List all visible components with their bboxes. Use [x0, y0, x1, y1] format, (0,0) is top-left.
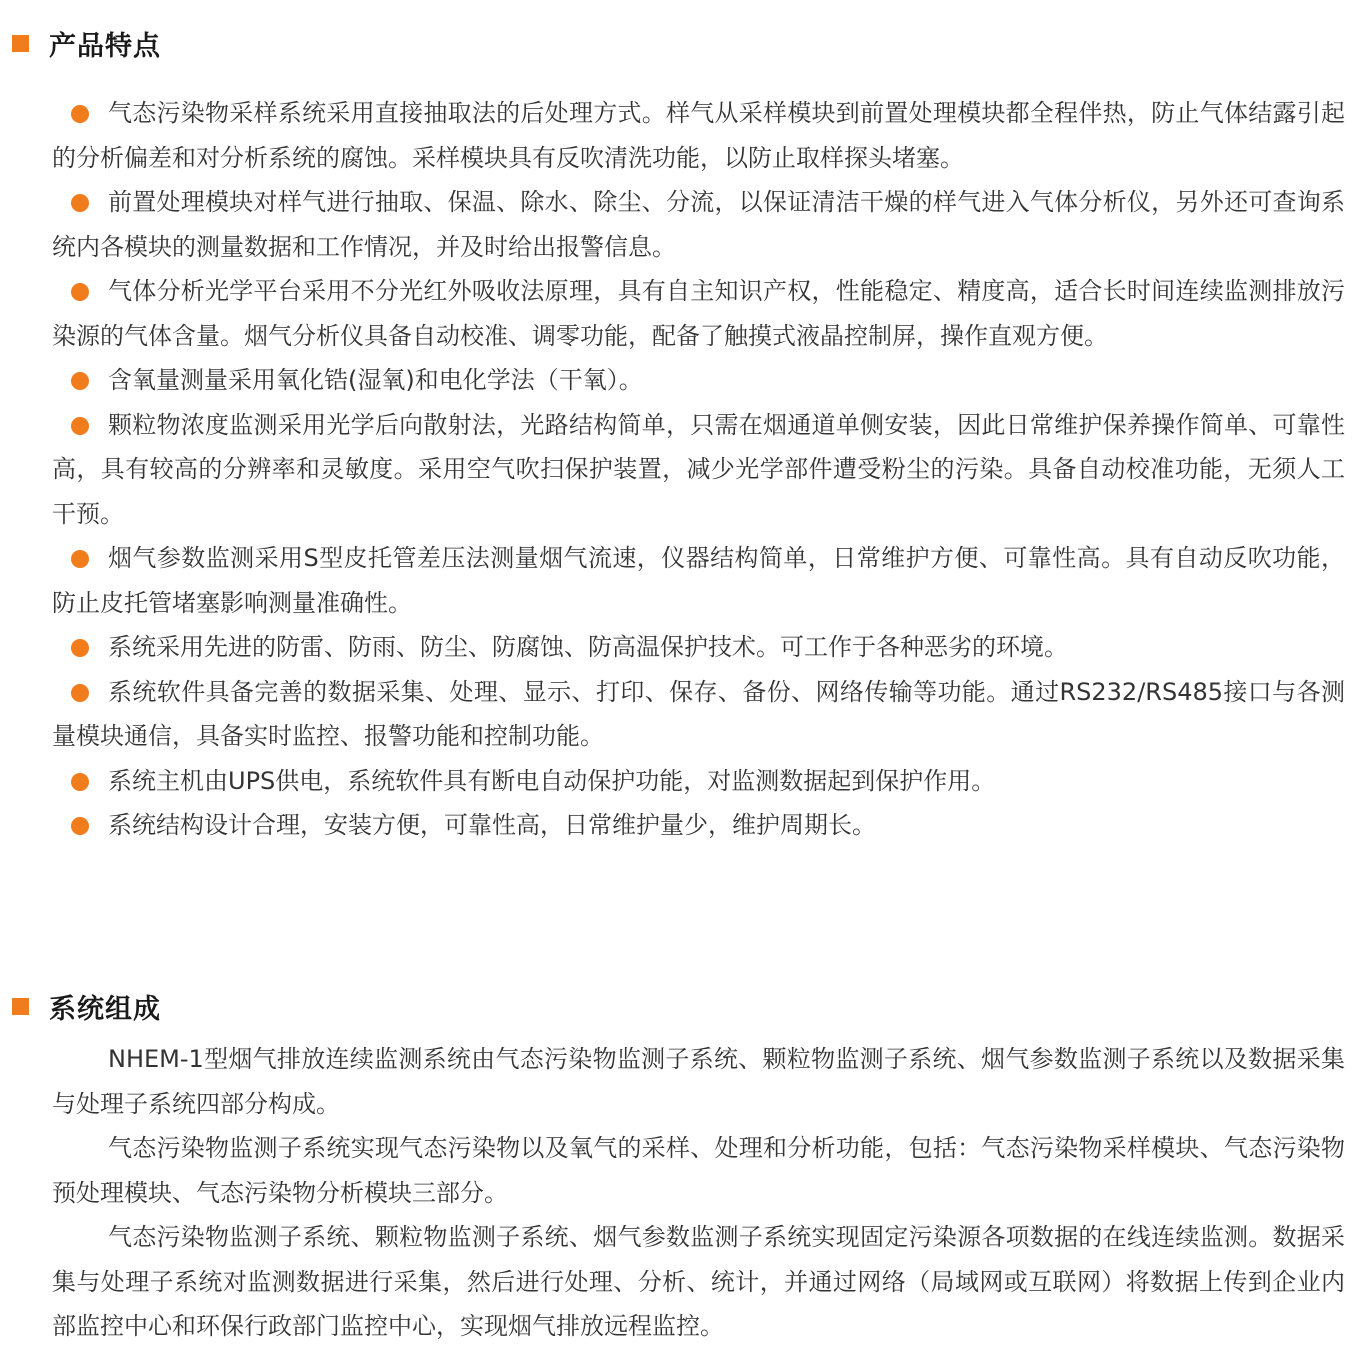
feature-text: 系统采用先进的防雷、防雨、防尘、防腐蚀、防高温保护技术。可工作于各种恶劣的环境。	[108, 633, 1068, 661]
bullet-dot-icon	[71, 417, 89, 435]
bullet-dot-icon	[71, 105, 89, 123]
feature-item	[52, 358, 1345, 403]
section-title-composition: 系统组成	[49, 993, 161, 1025]
features-list	[52, 91, 1345, 848]
bullet-dot-icon	[71, 817, 89, 835]
bullet-dot-icon	[71, 194, 89, 212]
feature-item	[52, 269, 1345, 358]
section-title-features: 产品特点	[49, 30, 161, 62]
feature-text: 系统软件具备完善的数据采集、处理、显示、打印、保存、备份、网络传输等功能。通过RS232/RS485接口与各测量模块通信，具备实时监控、报警功能和控制功能。	[52, 677, 1345, 750]
feature-text: 气体分析光学平台采用不分光红外吸收法原理，具有自主知识产权，性能稳定、精度高，适合长时间连续监测排放污染源的气体含量。烟气分析仪具备自动校准、调零功能，配备了触摸式液晶控制屏，操作直观方便。	[52, 277, 1345, 350]
section-header-features	[12, 23, 161, 63]
feature-item	[52, 180, 1345, 269]
section-header-composition	[12, 986, 161, 1026]
bullet-dot-icon	[71, 639, 89, 657]
feature-text: 烟气参数监测采用S型皮托管差压法测量烟气流速，仪器结构简单，日常维护方便、可靠性高。具有自动反吹功能，防止皮托管堵塞影响测量准确性。	[52, 544, 1345, 617]
feature-item	[52, 536, 1345, 625]
feature-text: 含氧量测量采用氧化锆(湿氧)和电化学法（干氧）。	[108, 366, 643, 394]
section-marker-icon	[12, 998, 29, 1015]
bullet-dot-icon	[71, 684, 89, 702]
feature-text: 气态污染物采样系统采用直接抽取法的后处理方式。样气从采样模块到前置处理模块都全程伴热，防止气体结露引起的分析偏差和对分析系统的腐蚀。采样模块具有反吹清洗功能，以防止取样探头堵塞。	[52, 99, 1345, 172]
bullet-dot-icon	[71, 372, 89, 390]
composition-paragraph: 气态污染物监测子系统、颗粒物监测子系统、烟气参数监测子系统实现固定污染源各项数据的在线连续监测。数据采集与处理子系统对监测数据进行采集，然后进行处理、分析、统计，并通过网络（局域网或互联网）将数据上传到企业内部监控中心和环保行政部门监控中心，实现烟气排放远程监控。	[52, 1223, 1345, 1340]
section-marker-icon	[12, 35, 29, 52]
feature-text: 系统主机由UPS供电，系统软件具有断电自动保护功能，对监测数据起到保护作用。	[108, 766, 996, 795]
composition-body	[52, 1037, 1345, 1349]
composition-paragraph: 气态污染物监测子系统实现气态污染物以及氧气的采样、处理和分析功能，包括：气态污染物采样模块、气态污染物预处理模块、气态污染物分析模块三部分。	[52, 1134, 1345, 1207]
composition-paragraph: NHEM-1型烟气排放连续监测系统由气态污染物监测子系统、颗粒物监测子系统、烟气参数监测子系统以及数据采集与处理子系统四部分构成。	[52, 1045, 1345, 1118]
feature-text: 系统结构设计合理，安装方便，可靠性高，日常维护量少，维护周期长。	[108, 811, 876, 839]
feature-item	[52, 403, 1345, 537]
feature-item	[52, 803, 1345, 848]
feature-item	[52, 625, 1345, 670]
bullet-dot-icon	[71, 773, 89, 791]
bullet-dot-icon	[71, 550, 89, 568]
feature-text: 颗粒物浓度监测采用光学后向散射法，光路结构简单，只需在烟通道单侧安装，因此日常维护保养操作简单、可靠性高，具有较高的分辨率和灵敏度。采用空气吹扫保护装置，减少光学部件遭受粉尘的污染。具备自动校准功能，无须人工干预。	[52, 410, 1345, 528]
feature-item	[52, 91, 1345, 180]
bullet-dot-icon	[71, 283, 89, 301]
feature-text: 前置处理模块对样气进行抽取、保温、除水、除尘、分流，以保证清洁干燥的样气进入气体分析仪，另外还可查询系统内各模块的测量数据和工作情况，并及时给出报警信息。	[52, 188, 1345, 261]
feature-item	[52, 670, 1345, 759]
feature-item	[52, 759, 1345, 804]
